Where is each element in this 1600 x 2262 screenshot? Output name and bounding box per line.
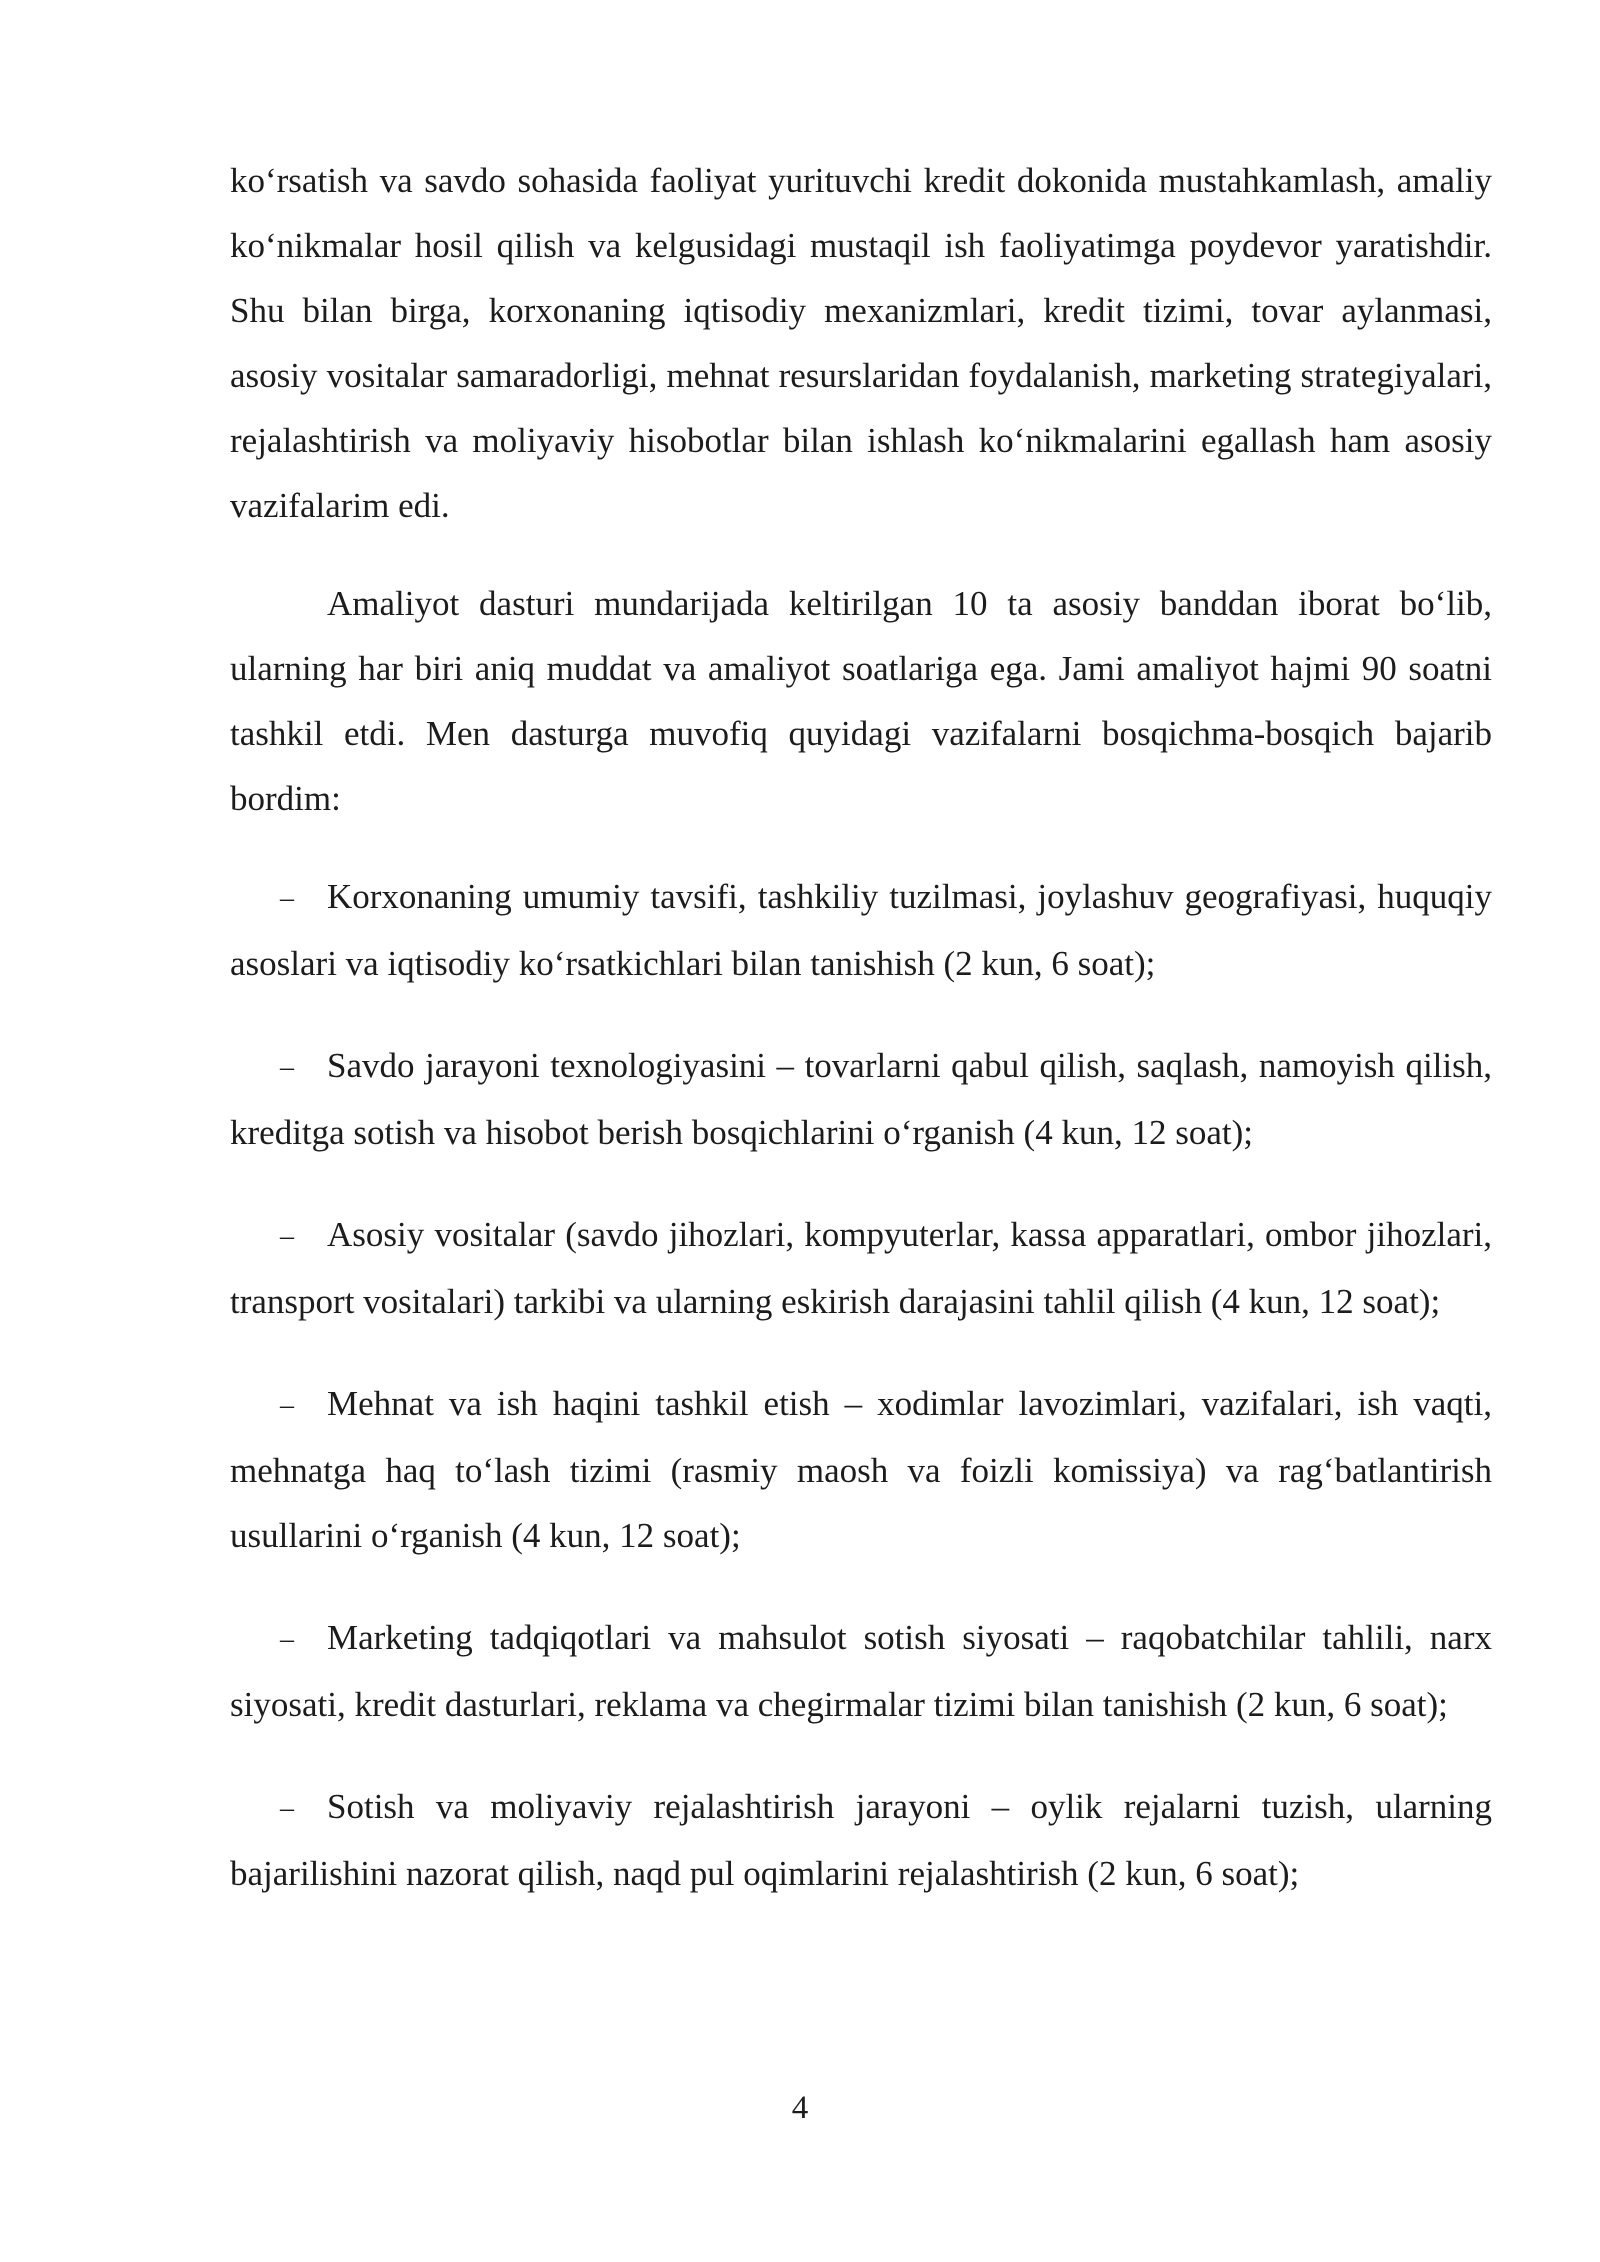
list-item (230, 864, 1492, 996)
list-item-text: Korxonaning umumiy tavsifi, tashkiliy tuzilmasi, joylashuv geografiyasi, huquqiy asoslari va iqtisodiy ko‘rsatkichlari bilan tanishish (2 kun, 6 soat); (230, 877, 1492, 983)
dash-bullet: – (280, 883, 294, 914)
intro-paragraph: ko‘rsatish va savdo sohasida faoliyat yurituvchi kredit dokonida mustahkamlash, amaliy ko‘nikmalar hosil qilish va kelgusidagi mustaqil ish faoliyatimga poydevor yaratishdir. Shu bilan birga, korxonaning iqtisodiy mexanizmlari, kredit tizimi, tovar aylanmasi, asosiy vositalar samaradorligi, mehnat resurslaridan foydalanish, marketing strategiyalari, rejalashtirish va moliyaviy hisobotlar bilan ishlash ko‘nikmalarini egallash ham asosiy vazifalarim edi. (230, 161, 1492, 525)
list-item-text: Sotish va moliyaviy rejalashtirish jarayoni – oylik rejalarni tuzish, ularning bajarilishini nazorat qilish, naqd pul oqimlarini rejalashtirish (2 kun, 6 soat); (230, 1787, 1492, 1893)
page-body (230, 148, 1492, 1943)
dash-bullet: – (280, 1221, 294, 1252)
list-item-text: Savdo jarayoni texnologiyasini – tovarlarni qabul qilish, saqlash, namoyish qilish, kreditga sotish va hisobot berish bosqichlarini o‘rganish (4 kun, 12 soat); (230, 1046, 1492, 1152)
list-item (230, 1033, 1492, 1165)
dash-bullet: – (280, 1390, 294, 1421)
list-item-text: Mehnat va ish haqini tashkil etish – xodimlar lavozimlari, vazifalari, ish vaqti, mehnatga haq to‘lash tizimi (rasmiy maosh va foizli komissiya) va rag‘batlantirish usullarini o‘rganish (4 kun, 12 soat); (230, 1384, 1492, 1555)
list-item (230, 1605, 1492, 1737)
list-item (230, 1202, 1492, 1334)
list-item (230, 1371, 1492, 1568)
dash-bullet: – (280, 1052, 294, 1083)
list-item (230, 1774, 1492, 1906)
list-item-text: Asosiy vositalar (savdo jihozlari, kompyuterlar, kassa apparatlari, ombor jihozlari, transport vositalari) tarkibi va ularning eskirish darajasini tahlil qilish (4 kun, 12 soat); (230, 1215, 1492, 1321)
dash-bullet: – (280, 1624, 294, 1655)
program-paragraph: Amaliyot dasturi mundarijada keltirilgan 10 ta asosiy banddan iborat bo‘lib, ularning har biri aniq muddat va amaliyot soatlariga ega. Jami amaliyot hajmi 90 soatni tashkil etdi. Men dasturga muvofiq quyidagi vazifalarni bosqichma-bosqich bajarib bordim: (230, 584, 1492, 818)
page-number: 4 (791, 2090, 809, 2126)
dash-bullet: – (280, 1793, 294, 1824)
list-item-text: Marketing tadqiqotlari va mahsulot sotish siyosati – raqobatchilar tahlili, narx siyosati, kredit dasturlari, reklama va chegirmalar tizimi bilan tanishish (2 kun, 6 soat); (230, 1618, 1492, 1724)
